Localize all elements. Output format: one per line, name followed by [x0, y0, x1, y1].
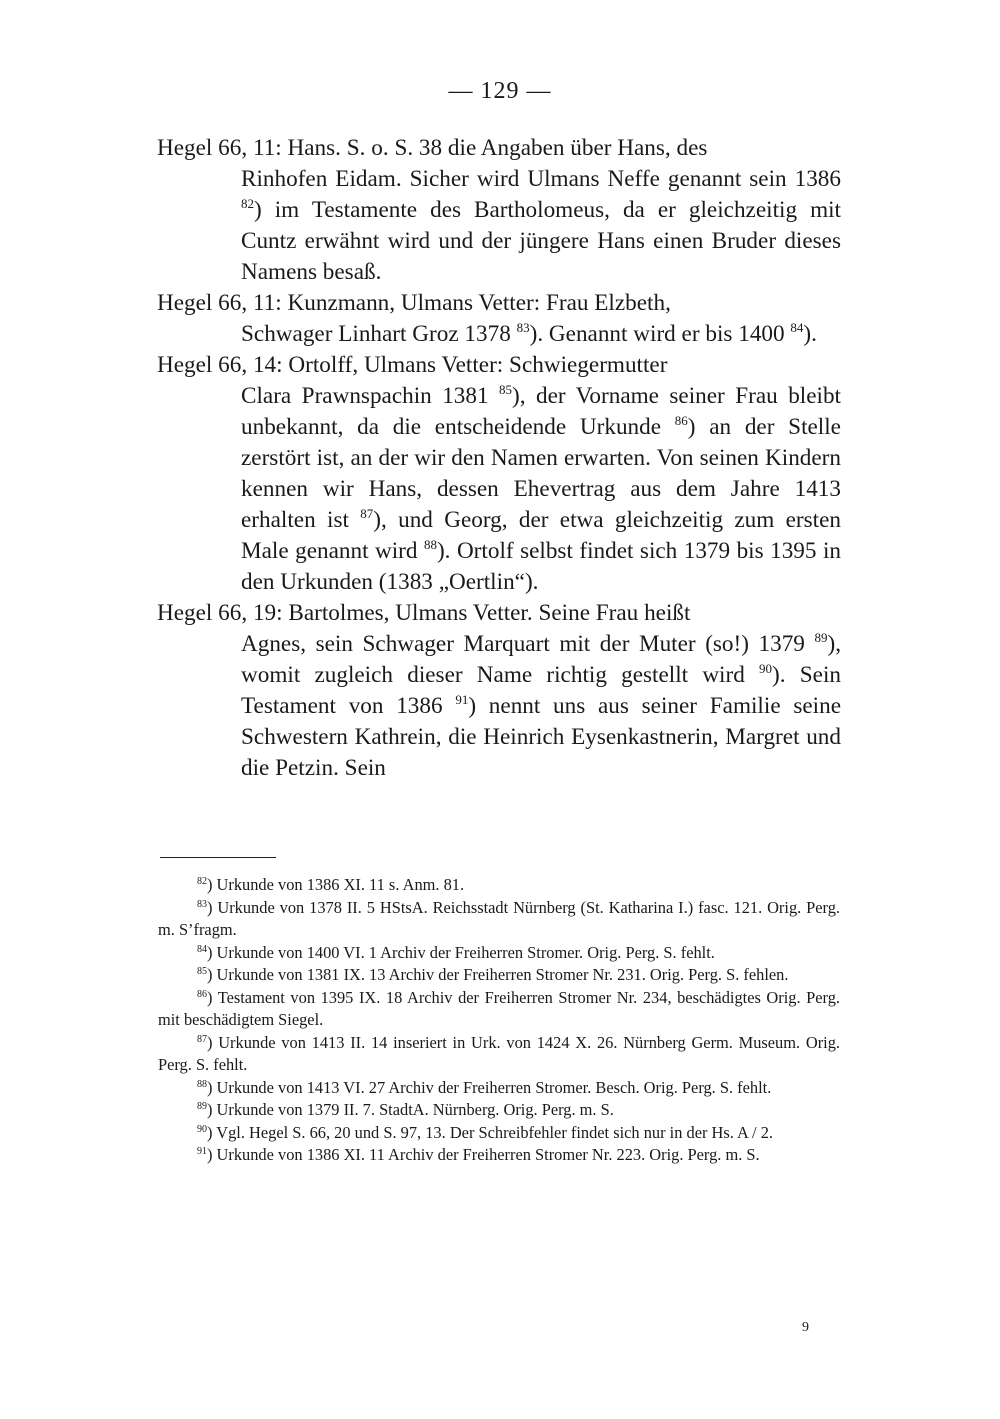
footnote-reference: 91: [455, 692, 469, 707]
footnote: [158, 1144, 840, 1167]
entry-reference: Hegel 66, 11:: [157, 135, 282, 161]
footnote-number: 84: [197, 943, 207, 955]
entry-first-text: Bartolmes, Ulmans Vetter. Seine Frau heißt: [288, 600, 691, 626]
entry: [157, 133, 841, 288]
entry-first-text: Kunzmann, Ulmans Vetter: Frau Elzbeth,: [287, 290, 671, 316]
entry-text: ), der Vorname seiner Frau bleibt unbekannt, da die entscheidende Urkunde: [241, 383, 841, 440]
footnote: [158, 897, 840, 942]
entry-text: ). Sein Testament von 1386: [241, 662, 842, 719]
entry-reference: Hegel 66, 11:: [157, 290, 282, 316]
entry-text: Agnes, sein Schwager Marquart mit der Muter (so!) 1379: [241, 631, 815, 657]
page-number: — 129 —: [448, 78, 552, 104]
footnote-number: 90: [197, 1123, 207, 1135]
footnote: [158, 874, 840, 897]
footnote: [158, 1077, 840, 1100]
footnote-number: 82: [197, 876, 207, 887]
entry-text: ). Genannt wird er bis 1400: [529, 321, 791, 347]
footnote-divider: [160, 857, 276, 858]
footnote-text: ) Urkunde von 1386 XI. 11 Archiv der Freiherren Stromer Nr. 223. Orig. Perg. m. S.: [207, 1145, 760, 1164]
footnote-reference: 88: [423, 537, 437, 552]
entry-first-line: [157, 288, 841, 319]
entry-body: [241, 319, 841, 350]
entry-body: [241, 381, 841, 598]
footnote-reference: 83: [516, 320, 530, 335]
footnote-number: 83: [197, 898, 207, 910]
main-text: [157, 133, 841, 784]
footnote-reference: 90: [759, 661, 773, 676]
footnote: [158, 964, 840, 987]
footnote-text: ) Urkunde von 1379 II. 7. StadtA. Nürnberg. Orig. Perg. m. S.: [207, 1100, 614, 1119]
entry-text: ) im Testamente des Bartholomeus, da er gleichzeitig mit Cuntz erwähnt wird und der jüngere Hans einen Bruder dieses Namens besaß.: [241, 197, 841, 285]
entry-text: Schwager Linhart Groz 1378: [241, 321, 517, 347]
footnote-text: ) Urkunde von 1400 VI. 1 Archiv der Freiherren Stromer. Orig. Perg. S. fehlt.: [207, 942, 715, 962]
entry-text: Rinhofen Eidam. Sicher wird Ulmans Neffe genannt sein 1386: [241, 166, 841, 192]
footnote-number: 91: [197, 1146, 207, 1157]
signature-mark: 9: [802, 1320, 809, 1335]
entry-text: ), und Georg, der etwa gleichzeitig zum ersten Male genannt wird: [241, 507, 842, 564]
footnote-text: ) Urkunde von 1386 XI. 11 s. Anm. 81.: [207, 875, 465, 894]
entry: [157, 350, 841, 598]
entry-body: [241, 164, 841, 288]
footnote-text: ) Urkunde von 1413 II. 14 inseriert in Urk. von 1424 X. 26. Nürnberg Germ. Museum. Orig. Perg. S. fehlt.: [158, 1032, 840, 1074]
entry-first-text: Hans. S. o. S. 38 die Angaben über Hans, des: [287, 135, 708, 161]
footnote-number: 87: [197, 1033, 207, 1045]
entry-body: [241, 629, 841, 784]
entry-first-line: [157, 133, 841, 164]
entry: [157, 598, 841, 784]
entry-reference: Hegel 66, 14:: [157, 352, 283, 378]
entry-text: ) an der Stelle zerstört ist, an der wir den Namen erwarten. Von seinen Kindern kennen wir Hans, dessen Ehevertrag aus dem Jahre 1413 erhalten ist: [241, 414, 841, 533]
footnote-text: ) Urkunde von 1413 VI. 27 Archiv der Freiherren Stromer. Besch. Orig. Perg. S. fehlt.: [207, 1077, 772, 1097]
entry-reference: Hegel 66, 19:: [157, 600, 283, 626]
entry-first-line: [157, 598, 841, 629]
footnote-text: ) Urkunde von 1378 II. 5 HStsA. Reichsstadt Nürnberg (St. Katharina I.) fasc. 121. Orig. Perg. m. S’fragm.: [158, 897, 840, 939]
footnote: [158, 1032, 840, 1077]
footnote-reference: 87: [360, 506, 374, 521]
entry-first-text: Ortolff, Ulmans Vetter: Schwiegermutter: [288, 352, 668, 378]
footnote-text: ) Vgl. Hegel S. 66, 20 und S. 97, 13. Der Schreibfehler findet sich nur in der Hs. A / 2.: [207, 1122, 774, 1142]
footnote-reference: 86: [674, 413, 688, 428]
footnote-number: 89: [197, 1101, 207, 1112]
footnote-number: 86: [197, 988, 207, 1000]
footnote-reference: 85: [499, 382, 513, 397]
footnote: [158, 1122, 840, 1145]
entry-text: ).: [803, 321, 817, 347]
entry-first-line: [157, 350, 841, 381]
footnote-text: ) Testament von 1395 IX. 18 Archiv der Freiherren Stromer Nr. 234, beschädigtes Orig. Perg. mit beschädigtem Siegel.: [158, 987, 840, 1029]
entry-text: Clara Prawnspachin 1381: [241, 383, 500, 409]
footnote: [158, 942, 840, 965]
entry-text: ) nennt uns aus seiner Familie seine Schwestern Kathrein, die Heinrich Eysenkastnerin, Margret und die Petzin. Sein: [241, 693, 841, 781]
footnote-reference: 82: [241, 196, 254, 211]
footnote-text: ) Urkunde von 1381 IX. 13 Archiv der Freiherren Stromer Nr. 231. Orig. Perg. S. fehlen.: [207, 965, 789, 984]
footnote-reference: 89: [814, 630, 828, 645]
entry: [157, 288, 841, 350]
footnote-reference: 84: [790, 320, 804, 335]
entry-text: ). Ortolf selbst findet sich 1379 bis 1395 in den Urkunden (1383 „Oertlin“).: [241, 538, 841, 595]
footnote-number: 85: [197, 966, 207, 977]
footnote: [158, 1099, 840, 1122]
footnote: [158, 987, 840, 1032]
footnote-number: 88: [197, 1078, 207, 1090]
footnotes: [158, 874, 840, 1167]
entry-text: ), womit zugleich dieser Name richtig gestellt wird: [241, 631, 841, 688]
